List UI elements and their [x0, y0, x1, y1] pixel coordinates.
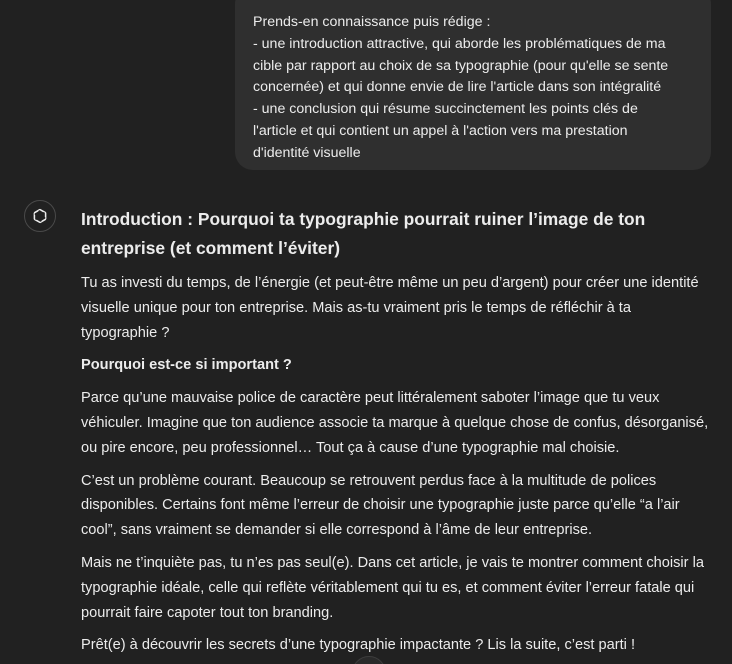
paragraph-line: pourrait faire capoter tout ton branding.: [81, 604, 334, 621]
openai-logo-icon: [30, 206, 50, 226]
paragraph-intro: [81, 271, 721, 345]
user-message-line: l'article et qui contient un appel à l'action vers ma prestation: [253, 122, 628, 139]
paragraph-line: cool”, sans vraiment se demander si elle correspond à l’âme de leur entreprise.: [81, 522, 593, 539]
user-message-line: d'identité visuelle: [253, 144, 361, 161]
paragraph-line: visuelle unique pour ton entreprise. Mais as-tu vraiment pris le temps de réfléchir à ta: [81, 299, 631, 316]
paragraph-problem: [81, 469, 721, 543]
paragraph-reassurance: [81, 551, 721, 625]
heading-line: entreprise (et comment l’éviter): [81, 238, 341, 258]
paragraph-line: typographie idéale, celle qui reflète véritablement qui tu es, et comment éviter l’erreur fatale qui: [81, 579, 695, 596]
assistant-avatar: [24, 200, 56, 232]
user-message-line: - une conclusion qui résume succinctement les points clés de: [253, 101, 638, 118]
paragraph-line: Mais ne t’inquiète pas, tu n’es pas seul(e). Dans cet article, je vais te montrer comment choisir la: [81, 554, 704, 571]
subheading: Pourquoi est-ce si important ?: [81, 357, 292, 374]
user-message-line: concernée) et qui donne envie de lire l'article dans son intégralité: [253, 79, 662, 96]
user-message-line: - une introduction attractive, qui aborde les problématiques de ma: [253, 35, 666, 52]
heading-line: Introduction : Pourquoi ta typographie pourrait ruiner l’image de ton: [81, 209, 646, 229]
paragraph-call-to-read: [81, 633, 721, 658]
paragraph-line: typographie ?: [81, 324, 170, 341]
paragraph-line: C’est un problème courant. Beaucoup se retrouvent perdus face à la multitude de polices: [81, 472, 657, 489]
paragraph-line: Tu as investi du temps, de l’énergie (et peut-être même un peu d’argent) pour créer une identité: [81, 275, 699, 291]
paragraph-line: Prêt(e) à découvrir les secrets d’une typographie impactante ? Lis la suite, c’est parti !: [81, 637, 636, 654]
paragraph-importance: [81, 386, 721, 460]
user-message-line: cible par rapport au choix de sa typographie (pour qu'elle se sente: [253, 57, 669, 74]
assistant-response: [81, 205, 721, 658]
paragraph-line: véhiculer. Imagine que ton audience associe ta marque à quelque chose de confus, désorganisé,: [81, 414, 709, 431]
user-message-bubble: [235, 0, 711, 170]
paragraph-line: Parce qu’une mauvaise police de caractère peut littéralement saboter l’image que tu veux: [81, 390, 660, 407]
paragraph-line: disponibles. Certains font même l’erreur de choisir une typographie juste parce qu’elle “a l’air: [81, 497, 680, 514]
response-heading: [81, 205, 721, 263]
user-message-line: Prends-en connaissance puis rédige :: [253, 14, 491, 30]
paragraph-line: ou pire encore, peu professionnel… Tout ça à cause d’une typographie mal choisie.: [81, 439, 620, 456]
